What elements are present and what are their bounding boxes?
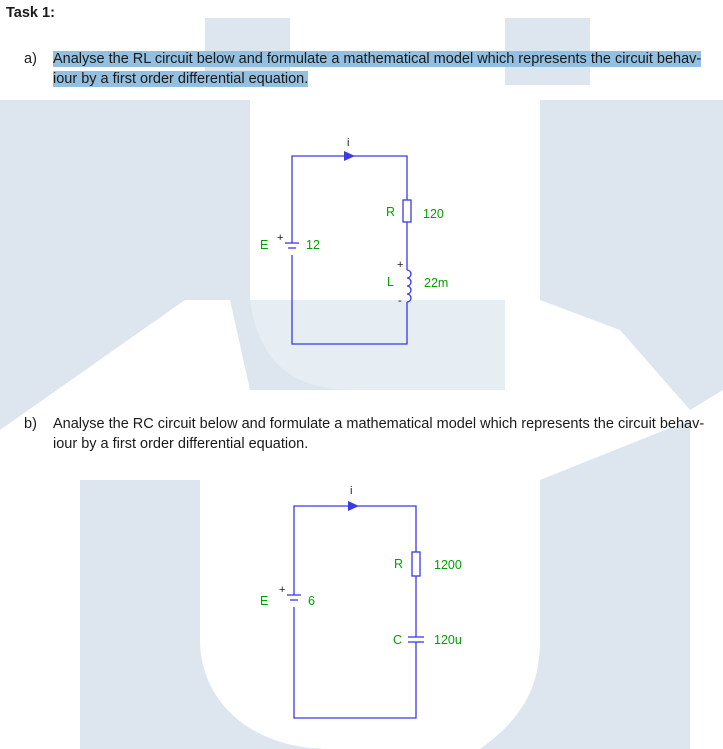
rl-inductor-plus: + (397, 259, 404, 271)
rc-resistor-label: R (394, 557, 404, 571)
item-b-line1: Analyse the RC circuit below and formulate a mathematical model which represents the circuit behav- (53, 416, 705, 432)
item-a-line1: Analyse the RL circuit below and formulate a mathematical model which represents the circuit behav- (53, 51, 702, 67)
rc-resistor-value: 1200 (434, 558, 462, 572)
item-a-line2: iour by a first order differential equation. (53, 71, 309, 87)
task-title: Task 1: (6, 5, 55, 21)
rc-source-value: 6 (308, 594, 315, 608)
item-a-letter: a) (24, 51, 37, 67)
item-b-line2: iour by a first order differential equation. (53, 436, 309, 452)
rl-source-value: 12 (306, 238, 320, 252)
rc-circuit-background (254, 480, 470, 730)
resistor-symbol (403, 200, 411, 222)
rc-source-plus: + (279, 584, 286, 596)
current-arrow-icon (344, 151, 355, 161)
inductor-symbol (407, 270, 411, 302)
rl-source-plus: + (277, 232, 284, 244)
rl-resistor-value: 120 (423, 207, 444, 221)
rl-circuit-wires (285, 156, 411, 344)
rl-current-label: i (347, 137, 350, 149)
rl-inductor-value: 22m (424, 276, 449, 290)
rl-resistor-label: R (386, 205, 396, 219)
rl-inductor-label: L (387, 275, 394, 289)
item-a-text (53, 49, 718, 89)
rl-source-label: E (260, 238, 269, 252)
rc-source-label: E (260, 594, 269, 608)
rc-capacitor-value: 120u (434, 633, 462, 647)
rc-circuit-diagram (254, 480, 470, 730)
rl-inductor-minus: - (398, 295, 402, 307)
rc-current-label: i (350, 485, 353, 497)
item-b-text (53, 414, 718, 454)
rl-circuit-diagram (240, 132, 480, 352)
rc-capacitor-label: C (393, 633, 403, 647)
item-b-letter: b) (24, 416, 37, 432)
